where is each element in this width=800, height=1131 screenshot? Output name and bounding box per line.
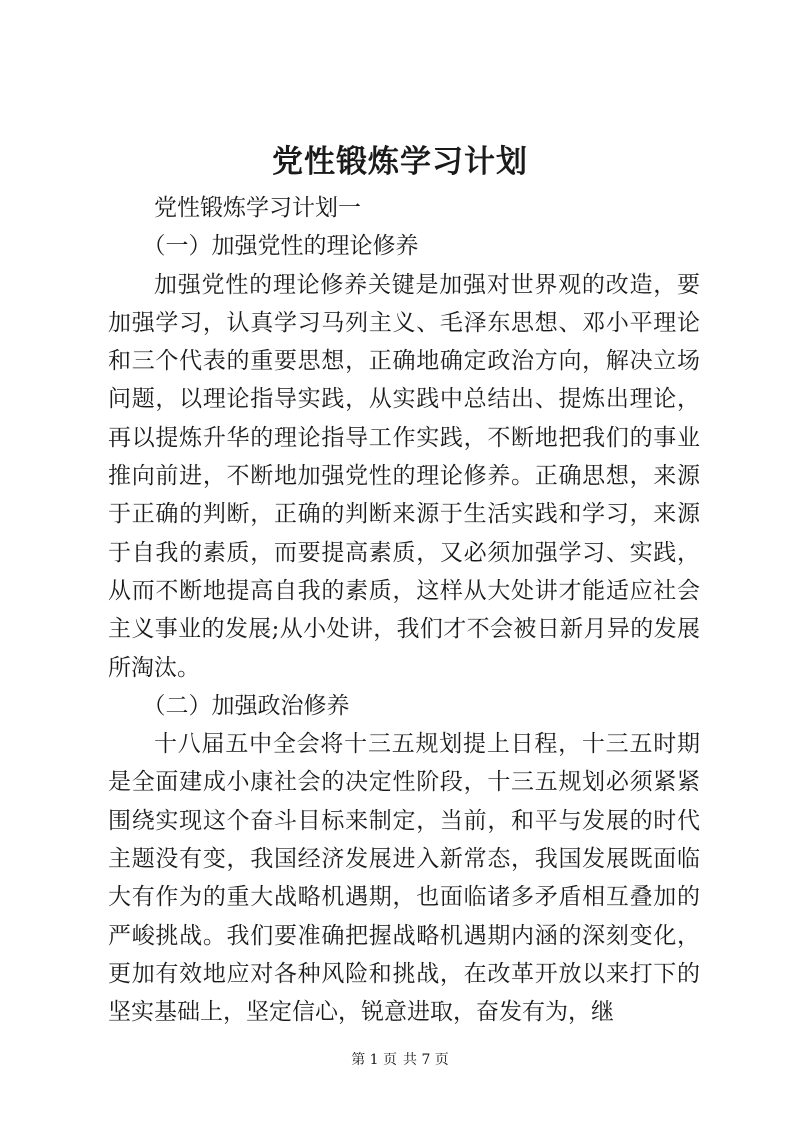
page-total: 共 7 页 xyxy=(403,1052,449,1068)
body-paragraph-1: 加强党性的理论修养关键是加强对世界观的改造，要加强学习，认真学习马列主义、毛泽东思想、邓小平理论和三个代表的重要思想，正确地确定政治方向，解决立场问题，以理论指导实践，从实践中总结出、提炼出理论，再以提炼升华的理论指导工作实践，不断地把我们的事业推向前进，不断地加强党性的理论修养。正确思想，来源于正确的判断，正确的判断来源于生活实践和学习，来源于自我的素质，而要提高素质，又必须加强学习、实践，从而不断地提高自我的素质，这样从大处讲才能适应社会主义事业的发展;从小处讲，我们才不会被日新月异的发展所淘汰。 xyxy=(108,271,700,681)
subtitle-paragraph: 党性锻炼学习计划一 xyxy=(154,195,361,221)
section-heading-1: （一）加强党性的理论修养 xyxy=(142,233,419,260)
document-body xyxy=(108,189,700,1032)
page-footer xyxy=(0,1050,800,1070)
body-paragraph-2: 十八届五中全会将十三五规划提上日程，十三五时期是全面建成小康社会的决定性阶段，十三五规划必须紧紧围绕实现这个奋斗目标来制定，当前，和平与发展的时代主题没有变，我国经济发展进入新常态，我国发展既面临大有作为的重大战略机遇期，也面临诸多矛盾相互叠加的严峻挑战。我们要准确把握战略机遇期内涵的深刻变化，更加有效地应对各种风险和挑战，在改革开放以来打下的坚实基础上，坚定信心，锐意进取，奋发有为，继 xyxy=(108,731,700,1026)
page-number: 第 1 页 xyxy=(351,1052,397,1068)
section-heading-2: （二）加强政治修养 xyxy=(142,692,350,719)
document-title: 党性锻炼学习计划 xyxy=(272,144,528,180)
